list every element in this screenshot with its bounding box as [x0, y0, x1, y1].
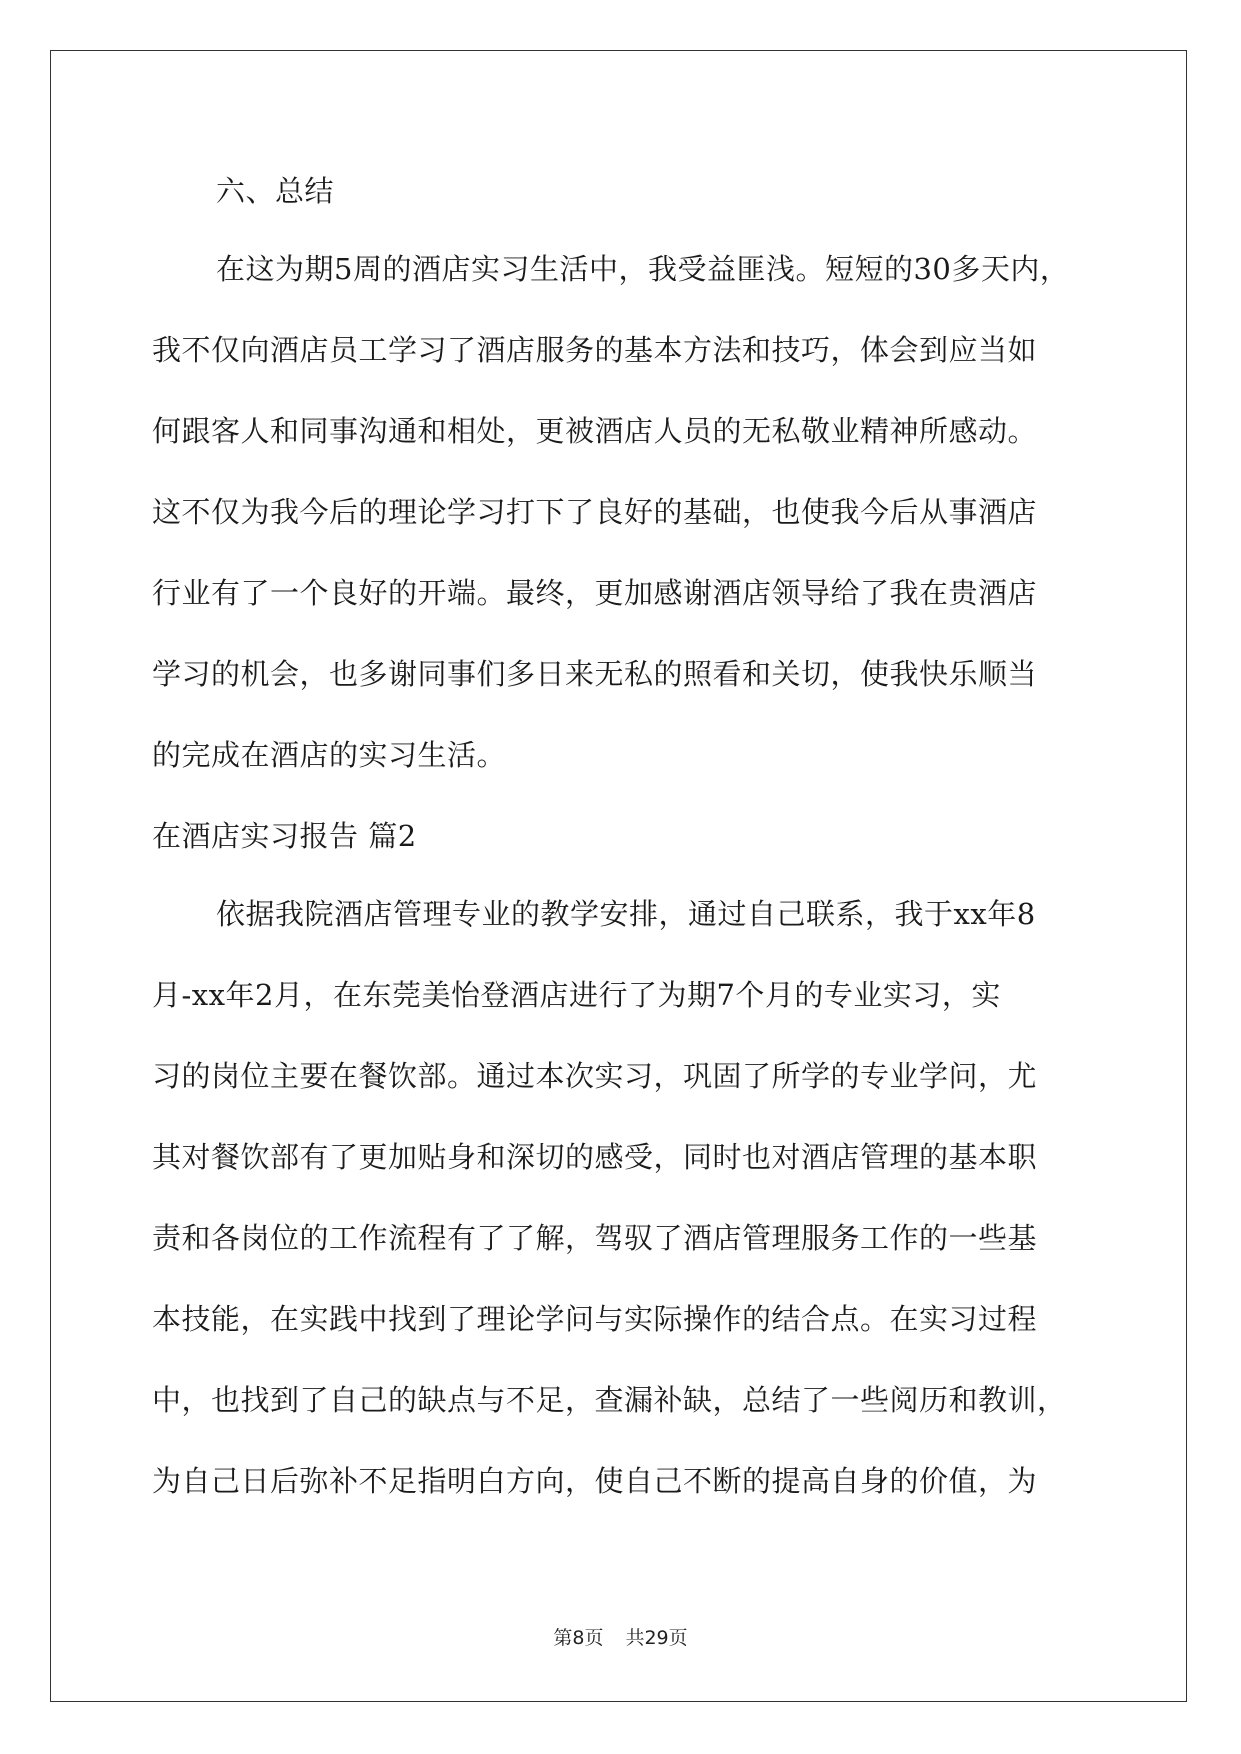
paragraph-line: 为自己日后弥补不足指明白方向，使自己不断的提高自身的价值，为	[152, 1464, 1038, 1498]
paragraph-line: 我不仅向酒店员工学习了酒店服务的基本方法和技巧，体会到应当如	[152, 333, 1038, 367]
paragraph-line: 中，也找到了自己的缺点与不足，查漏补缺，总结了一些阅历和教训，	[152, 1383, 1067, 1417]
paragraph-line: 月-xx年2月，在东莞美怡登酒店进行了为期7个月的专业实习，实	[152, 978, 1001, 1012]
section-heading-summary: 六、总结	[216, 174, 335, 208]
paragraph-line: 的完成在酒店的实习生活。	[152, 738, 507, 772]
paragraph-line: 其对餐饮部有了更加贴身和深切的感受，同时也对酒店管理的基本职	[152, 1140, 1038, 1174]
paragraph-line: 依据我院酒店管理专业的教学安排，通过自己联系，我于xx年8	[216, 897, 1036, 931]
document-body	[152, 163, 1090, 1534]
paragraph-line: 本技能，在实践中找到了理论学问与实际操作的结合点。在实习过程	[152, 1302, 1038, 1336]
paragraph-line: 习的岗位主要在餐饮部。通过本次实习，巩固了所学的专业学问，尤	[152, 1059, 1038, 1093]
paragraph-line: 在这为期5周的酒店实习生活中，我受益匪浅。短短的30多天内，	[216, 252, 1070, 286]
article-title: 在酒店实习报告 篇2	[152, 819, 417, 853]
page-number: 第8页	[553, 1627, 604, 1649]
paragraph-line: 行业有了一个良好的开端。最终，更加感谢酒店领导给了我在贵酒店	[152, 576, 1038, 610]
page-footer	[0, 1623, 1241, 1650]
page-total: 共29页	[625, 1627, 688, 1649]
paragraph-line: 责和各岗位的工作流程有了了解，驾驭了酒店管理服务工作的一些基	[152, 1221, 1038, 1255]
paragraph-line: 学习的机会，也多谢同事们多日来无私的照看和关切，使我快乐顺当	[152, 657, 1038, 691]
paragraph-line: 何跟客人和同事沟通和相处，更被酒店人员的无私敬业精神所感动。	[152, 414, 1038, 448]
paragraph-line: 这不仅为我今后的理论学习打下了良好的基础，也使我今后从事酒店	[152, 495, 1038, 529]
